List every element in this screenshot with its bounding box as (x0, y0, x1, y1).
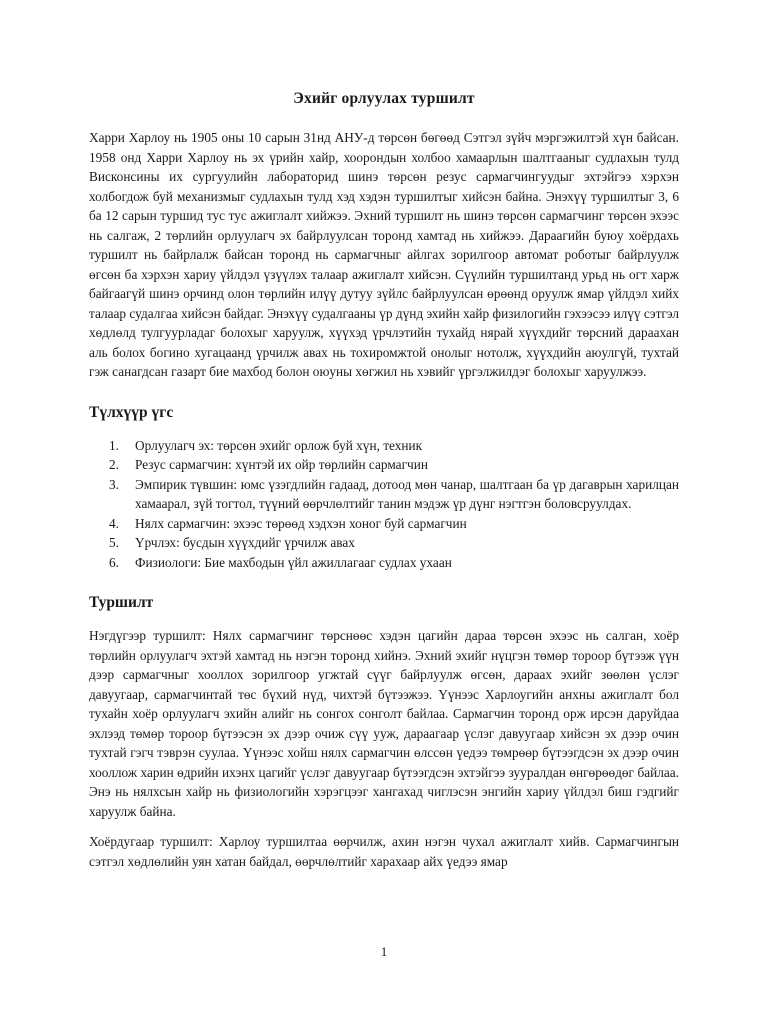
key-terms-heading: Түлхүүр үгс (89, 403, 174, 421)
key-term-text: Үрчлэх: бусдын хүүхдийг үрчилж авах (135, 535, 355, 550)
key-term-number: 6. (109, 554, 119, 570)
page-number: 1 (380, 944, 388, 959)
key-term-text: Эмпирик түвшин: юмс үзэгдлийн гадаад, дотоод мөн чанар, шалтгаан ба үр дагаврын харилцан хамаарал, зүй тогтол, түүний өөрчлөлтийг танин мэдэж үр дүнг нэгтгэн боловсруулдах. (135, 476, 679, 511)
key-term-number: 1. (109, 437, 119, 453)
key-term-text: Физиологи: Бие махбодын үйл ажиллагааг судлах ухаан (135, 554, 452, 570)
intro-paragraph: Харри Харлоу нь 1905 оны 10 сарын 31нд АНУ-д төрсөн бөгөөд Сэтгэл зүйч мэргэжилтэй хүн байсан. 1958 онд Харри Харлоу нь эх үрийн хайр, хоорондын холбоо хамаарлын шалтгааныг судлахын тулд Висконсины их сургуулийн лабораторид шинэ төрсөн резус сармагчингуудыг эхтэйгээ хэрхэн холбогдож буй механизмыг судлахын тулд хэд хэдэн туршилтыг хийсэн байна. Энэхүү туршилтыг 3, 6 ба 12 сарын туршид тус тус ажиглалт хийжээ. Эхний туршилт нь шинэ төрсөн сармагчинг төрсөн эхээс нь салгаж, 2 төрлийн орлуулагч эх байрлуулсан торонд хамтад нь хийжээ. Дараагийн буюу хоёрдахь туршилт нь байрлалж байсан торонд нь сармагчныг айлгах зорилгоор автомат роботыг байрлуулж өгсөн ба хэрхэн хариу үйлдэл үзүүлэх талаар ажиглалт хийсэн. Сүүлийн туршилтанд урьд нь огт харж байгаагүй шинэ орчинд олон төрлийн илүү дутуу зүйлс байрлуулсан өрөөнд оруулж ямар үйлдэл хийх талаар судалгаа хийсэн байдаг. Энэхүү судалгааны үр дүнд эхийн хайр физилогийн гэхээсээ илүү сэтгэл хөдлөлд тулгуурладаг болохыг харуулж, хүүхэд үрчлэтийн тухайд нярай хүүхдийг төрсний дараахан аль болох богино хугацаанд үрчилж авах нь тохиромжтой онолыг нотолж, хүүхдийн аюулгүй, тухтай гэж санагдсан газарт бие махбод болон оюуны хөгжил нь хэвийг үргэлжилдэг болохыг харуулжээ. (89, 130, 679, 379)
key-term-number: 2. (109, 457, 119, 472)
document-title: Эхийг орлуулах туршилт (293, 90, 475, 107)
key-term-text: Резус сармагчин: хүнтэй их ойр төрлийн сармагчин (135, 457, 428, 472)
key-terms-list (89, 436, 679, 573)
document-page (89, 90, 679, 871)
key-term-item (109, 455, 679, 475)
experiment-heading: Туршилт (89, 594, 154, 611)
experiment-paragraph-2: Хоёрдугаар туршилт: Харлоу туршилтаа өөрчилж, ахин нэгэн чухал ажиглалт хийв. Сармагчингын сэтгэл хөдлөлийн уян хатан байдал, өөрчлөлтийг харахаар айх үедээ ямар (89, 834, 679, 869)
key-term-item (109, 553, 679, 573)
key-term-number: 4. (109, 515, 119, 531)
key-term-text: Орлуулагч эх: төрсөн эхийг орлож буй хүн, техник (135, 437, 423, 453)
key-term-item (109, 475, 679, 514)
key-term-text: Нялх сармагчин: эхээс төрөөд хэдхэн хоног буй сармагчин (135, 515, 467, 531)
key-term-item (109, 533, 679, 553)
key-term-number: 3. (109, 476, 119, 492)
key-term-number: 5. (109, 535, 119, 550)
key-term-item (109, 514, 679, 534)
experiment-paragraph-1: Нэгдүгээр туршилт: Нялх сармагчинг төрснөөс хэдэн цагийн дараа төрсөн эхээс нь салган, хоёр төрлийн орлуулагч эхтэй хамтад нь нэгэн торонд хийнэ. Эхний эхийг нүцгэн төмөр тороор бүтээж үүн дээр сармагчныг хооллох зорилгоор угжтай сүүг байрлуулж өгсөн, дараах эхийг зөөлөн үслэг давуугаар, сармагчинтай төс бүхий нүд, чихтэй бүтээжээ. Үүнээс Харлоугийн анхны ажиглалт бол тухайн хоёр орлуулагч эхийн алийг нь сонгох сонголт байлаа. Сармагчин торонд орж ирсэн даруйдаа эхлээд төмөр тороор бүтээсэн эх дээр очиж сүү ууж, дараагаар үслэг давуугаар хийсэн эх дээр очин тухтай гэгч тэврэн суулаа. Үүнээс хойш нялх сармагчин өлссөн үедээ төмрөөр бүтээгдсэн эх дээр очин хооллож харин өдрийн ихэнх цагийг үслэг давуугаар бүтээгдсэн эхтэйгээ зууралдан өнгөрөөдөг байлаа. Энэ нь нялхсын хайр нь физиологийн хэрэгцээг хангахад чиглэсэн энгийн хариу үйлдэл биш гэдгийг харуулж байна. (89, 628, 679, 819)
key-term-item (109, 436, 679, 456)
